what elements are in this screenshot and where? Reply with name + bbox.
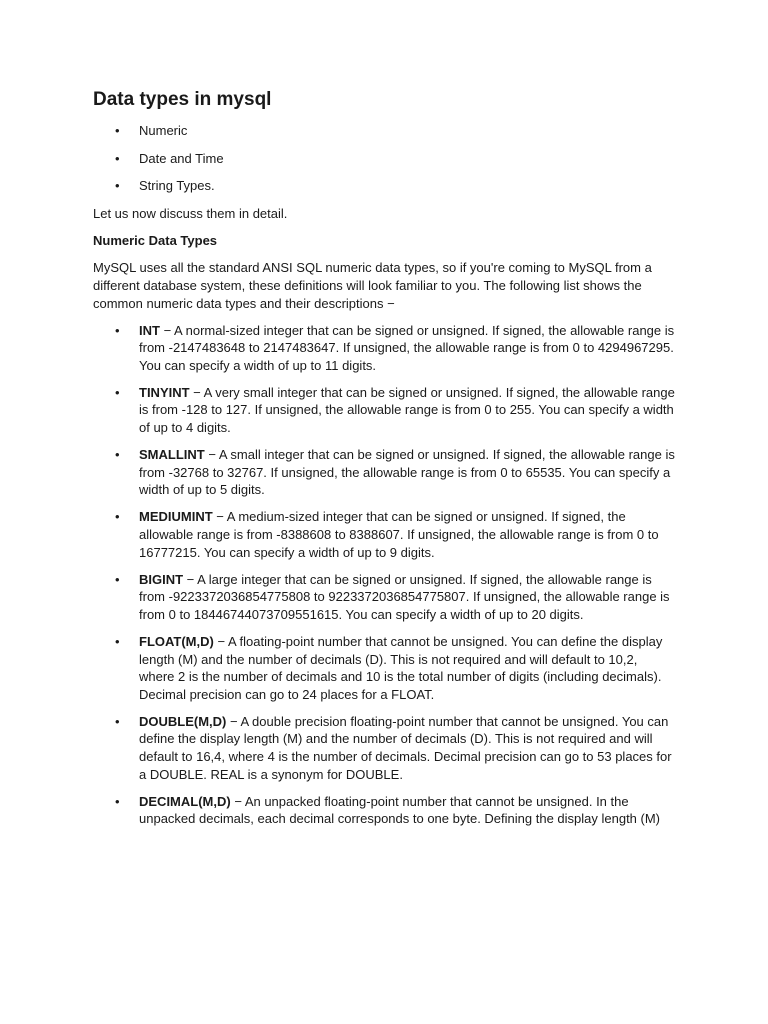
data-type-term: TINYINT	[139, 384, 190, 400]
data-type-item-float	[93, 633, 676, 703]
bullet-icon: •	[115, 384, 120, 400]
list-item	[93, 177, 676, 195]
data-type-item-int	[93, 322, 676, 375]
bullet-icon: •	[115, 633, 120, 649]
data-type-item-double	[93, 713, 676, 783]
data-type-term: MEDIUMINT	[139, 509, 213, 525]
data-type-description: − A very small integer that can be signed or unsigned. If signed, the allowable range is from -128 to 127. If unsigned, the allowable range is from 0 to 255. You can specify a width of up to 4 digits.	[139, 384, 675, 435]
bullet-icon: •	[115, 150, 120, 166]
data-type-description: − A small integer that can be signed or unsigned. If signed, the allowable range is from -32768 to 32767. If unsigned, the allowable range is from 0 to 65535. You can specify a width of up to 5 digits.	[139, 447, 675, 498]
bullet-icon: •	[115, 178, 120, 193]
list-item	[93, 150, 676, 168]
bullet-icon: •	[115, 571, 120, 587]
section-description: MySQL uses all the standard ANSI SQL numeric data types, so if you're coming to MySQL from a different database system, these definitions will look familiar to you. The following list shows the common numeric data types and their descriptions −	[93, 259, 652, 311]
data-type-list	[93, 322, 676, 828]
data-type-description: − A medium-sized integer that can be signed or unsigned. If signed, the allowable range is from -8388608 to 8388607. If unsigned, the allowable range is from 0 to 16777215. You can specify a width of up to 9 digits.	[139, 509, 659, 560]
lead-paragraph: Let us now discuss them in detail.	[93, 205, 288, 221]
data-type-item-bigint	[93, 571, 676, 624]
section-heading: Numeric Data Types	[93, 232, 218, 248]
bullet-icon: •	[115, 123, 120, 138]
list-item	[93, 122, 676, 140]
bullet-icon: •	[115, 793, 120, 809]
bullet-icon: •	[115, 447, 120, 463]
data-type-description: − A normal-sized integer that can be signed or unsigned. If signed, the allowable range is from -2147483648 to 2147483647. If unsigned, the allowable range is from 0 to 4294967295. You can specify a width of up to 11 digits.	[139, 322, 675, 373]
page-title: Data types in mysql	[93, 89, 272, 110]
data-type-description: − An unpacked floating-point number that cannot be unsigned. In the unpacked decimals, each decimal corresponds to one byte. Defining the display length (M)	[139, 793, 661, 827]
data-type-item-mediumint	[93, 508, 676, 561]
bullet-icon: •	[115, 509, 120, 525]
data-type-item-decimal	[93, 793, 676, 828]
data-type-term: INT	[139, 322, 160, 338]
data-type-item-tinyint	[93, 384, 676, 437]
data-type-term: DOUBLE(M,D)	[139, 713, 227, 729]
list-item-text: Date and Time	[139, 150, 224, 166]
data-type-description: − A double precision floating-point number that cannot be unsigned. You can define the display length (M) and the number of decimals (D). This is not required and will default to 16,4, where 4 is the number of decimals. Decimal precision can go to 53 places for a DOUBLE. REAL is a synonym for DOUBLE.	[139, 713, 672, 782]
data-type-item-smallint	[93, 446, 676, 499]
list-item-text: Numeric	[139, 123, 188, 138]
bullet-icon: •	[115, 713, 120, 729]
bullet-icon: •	[115, 322, 120, 338]
data-type-description: − A large integer that can be signed or unsigned. If signed, the allowable range is from -9223372036854775808 to 9223372036854775807. If unsigned, the allowable range is from 0 to 18446744073709551615. You can specify a width of up to 20 digits.	[139, 571, 670, 622]
data-type-term: BIGINT	[139, 571, 184, 587]
data-type-description: − A floating-point number that cannot be unsigned. You can define the display length (M) and the number of decimals (D). This is not required and will default to 10,2, where 2 is the number of decimals and 10 is the total number of digits (including decimals). Decimal precision can go to 24 places for a FLOAT.	[139, 633, 663, 702]
data-type-term: SMALLINT	[139, 447, 205, 463]
intro-list	[93, 122, 676, 195]
list-item-text: String Types.	[139, 178, 215, 193]
data-type-term: FLOAT(M,D)	[139, 633, 214, 649]
data-type-term: DECIMAL(M,D)	[139, 793, 231, 809]
